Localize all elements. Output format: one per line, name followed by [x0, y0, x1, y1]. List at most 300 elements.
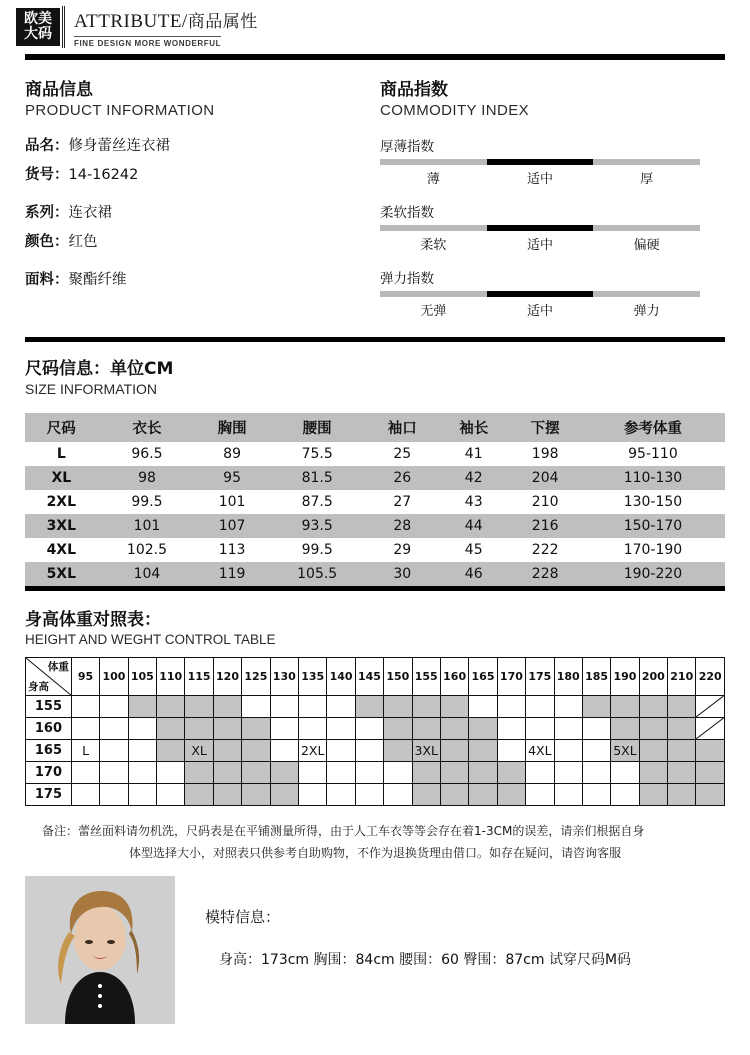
- spec-value: 聚酯纤维: [68, 272, 127, 288]
- size-col-header: 尺码: [25, 413, 98, 442]
- corner-height-label: 身高: [28, 680, 49, 693]
- hw-cell-shaded: [668, 783, 696, 805]
- spec-gap: [25, 196, 380, 204]
- index-segment: [380, 159, 487, 165]
- hw-cell-unavailable: [696, 695, 725, 717]
- index-ticks: [380, 300, 700, 319]
- product-info-title-en: PRODUCT INFORMATION: [25, 102, 215, 120]
- hw-cell-shaded: [440, 739, 468, 761]
- hw-weight-header: 105: [128, 657, 156, 695]
- hw-row: [26, 761, 725, 783]
- hw-cell: [100, 783, 128, 805]
- table-row: [25, 514, 725, 538]
- hw-cell-shaded: [213, 717, 241, 739]
- size-value-cell: 43: [438, 490, 509, 514]
- hw-cell-shaded: [157, 717, 185, 739]
- size-value-cell: 228: [509, 562, 580, 586]
- hw-cell: [157, 761, 185, 783]
- hw-cell-shaded: [157, 695, 185, 717]
- spec-row-series: [25, 204, 380, 224]
- hw-cell-shaded: [469, 761, 497, 783]
- size-value-cell: 216: [509, 514, 580, 538]
- hw-height-label: 170: [26, 761, 72, 783]
- hw-cell: [270, 695, 298, 717]
- hw-cell-unavailable: [696, 717, 725, 739]
- hw-cell: [355, 717, 383, 739]
- size-title-cn: 尺码信息：单位CM: [25, 358, 174, 379]
- size-value-cell: 42: [438, 466, 509, 490]
- model-info: [175, 876, 631, 1024]
- hw-cell-shaded: [639, 695, 667, 717]
- hw-cell-shaded: [440, 783, 468, 805]
- hw-cell-shaded: [582, 695, 610, 717]
- hw-cell: 4XL: [526, 739, 554, 761]
- hw-cell-shaded: 5XL: [611, 739, 639, 761]
- model-info-title: 模特信息：: [205, 908, 281, 927]
- hw-cell-shaded: [412, 761, 440, 783]
- size-value-cell: 222: [509, 538, 580, 562]
- size-value-cell: 113: [196, 538, 267, 562]
- size-col-header: 胸围: [196, 413, 267, 442]
- size-title-en: SIZE INFORMATION: [25, 380, 157, 397]
- hw-corner-cell: [26, 657, 72, 695]
- size-value-cell: 130-150: [581, 490, 725, 514]
- spec-row-code: [25, 166, 380, 186]
- index-segment: [593, 291, 700, 297]
- hw-cell-shaded: [469, 783, 497, 805]
- index-segment: [593, 225, 700, 231]
- hw-cell: [554, 761, 582, 783]
- model-photo: [25, 876, 175, 1024]
- spec-value: 修身蕾丝连衣裙: [68, 137, 170, 154]
- size-value-cell: 99.5: [98, 490, 197, 514]
- hw-cell: [582, 717, 610, 739]
- product-info-title-cn: 商品信息: [25, 80, 93, 100]
- size-value-cell: 25: [367, 442, 438, 466]
- commodity-index-title-cn: 商品指数: [380, 80, 448, 100]
- model-section: [0, 868, 750, 1024]
- hw-cell-shaded: [440, 695, 468, 717]
- hw-cell-shaded: [696, 739, 725, 761]
- hw-height-label: 155: [26, 695, 72, 717]
- size-value-cell: 41: [438, 442, 509, 466]
- size-value-cell: 104: [98, 562, 197, 586]
- size-value-cell: 170-190: [581, 538, 725, 562]
- hw-cell: [526, 695, 554, 717]
- hw-cell: [582, 761, 610, 783]
- size-value-cell: 45: [438, 538, 509, 562]
- size-value-cell: 29: [367, 538, 438, 562]
- hw-cell: [611, 761, 639, 783]
- spec-value: 14-16242: [68, 167, 139, 184]
- hw-cell: [384, 761, 412, 783]
- size-table: [25, 413, 725, 586]
- size-table-header-row: [25, 413, 725, 442]
- index-tick: 弹力: [633, 303, 660, 319]
- hw-cell: [298, 717, 326, 739]
- spec-key: 面料：: [25, 272, 69, 288]
- index-tick: 无弹: [420, 303, 447, 319]
- hw-weight-header: 175: [526, 657, 554, 695]
- hw-cell: [327, 783, 355, 805]
- hw-cell-shaded: [611, 717, 639, 739]
- spec-key: 颜色：: [25, 234, 69, 251]
- hw-cell-shaded: [440, 761, 468, 783]
- index-bar: [380, 225, 700, 231]
- hw-cell: L: [71, 739, 99, 761]
- table-row: [25, 562, 725, 586]
- hw-cell-shaded: [696, 761, 725, 783]
- spec-gap: [25, 263, 380, 271]
- hw-cell-shaded: [639, 739, 667, 761]
- model-measurements: 身高：173cm 胸围：84cm 腰围：60 臀围：87cm 试穿尺码M码: [219, 952, 632, 969]
- hw-cell: [298, 695, 326, 717]
- hw-cell: [100, 739, 128, 761]
- hw-weight-header: 155: [412, 657, 440, 695]
- hw-cell: [128, 761, 156, 783]
- index-thickness: [380, 135, 700, 187]
- hw-cell-shaded: [242, 761, 270, 783]
- hw-cell: [554, 783, 582, 805]
- size-label-cell: 2XL: [25, 490, 98, 514]
- hw-cell-shaded: [270, 783, 298, 805]
- note-line-2: 体型选择大小，对照表只供参考自助购物，不作为退换货理由借口。如存在疑问，请咨询客服: [128, 845, 621, 860]
- size-label-cell: 3XL: [25, 514, 98, 538]
- index-label: 厚薄指数: [380, 138, 434, 155]
- size-value-cell: 30: [367, 562, 438, 586]
- table-row: [25, 442, 725, 466]
- index-tick: 薄: [426, 171, 440, 187]
- hw-weight-header: 110: [157, 657, 185, 695]
- diagonal-strike-icon: [696, 718, 724, 739]
- hw-cell-shaded: [270, 761, 298, 783]
- index-segment-active: [487, 159, 594, 165]
- size-col-header: 袖长: [438, 413, 509, 442]
- page-title: [74, 7, 258, 33]
- hw-cell: [71, 761, 99, 783]
- hw-row: [26, 739, 725, 761]
- hw-cell-shaded: [242, 783, 270, 805]
- index-bar: [380, 159, 700, 165]
- size-value-cell: 28: [367, 514, 438, 538]
- size-label-cell: 4XL: [25, 538, 98, 562]
- hw-title-en: HEIGHT AND WEGHT CONTROL TABLE: [25, 631, 276, 647]
- size-divider-bar: [25, 337, 725, 342]
- size-value-cell: 93.5: [268, 514, 367, 538]
- hw-cell-shaded: [384, 739, 412, 761]
- hw-cell: [100, 717, 128, 739]
- hw-cell-shaded: [639, 761, 667, 783]
- hw-weight-header: 185: [582, 657, 610, 695]
- hw-weight-header: 100: [100, 657, 128, 695]
- hw-cell: [526, 761, 554, 783]
- notes-block: [0, 820, 750, 864]
- hw-cell: [582, 783, 610, 805]
- size-value-cell: 99.5: [268, 538, 367, 562]
- index-tick: 偏硬: [633, 237, 660, 253]
- size-value-cell: 107: [196, 514, 267, 538]
- hw-weight-header: 145: [355, 657, 383, 695]
- index-segment: [380, 291, 487, 297]
- hw-cell: [270, 739, 298, 761]
- hw-weight-header: 95: [71, 657, 99, 695]
- hw-weight-header: 140: [327, 657, 355, 695]
- size-label-cell: 5XL: [25, 562, 98, 586]
- index-softness: [380, 201, 700, 253]
- index-tick: 适中: [527, 171, 554, 187]
- hw-cell-shaded: [412, 717, 440, 739]
- index-ticks: [380, 168, 700, 187]
- hw-cell: [582, 739, 610, 761]
- logo-line-1: 欧美: [24, 11, 52, 28]
- spec-value: 红色: [68, 234, 98, 251]
- hw-cell: [242, 695, 270, 717]
- hw-cell-shaded: [185, 695, 213, 717]
- hw-cell: [298, 783, 326, 805]
- corner-weight-label: 体重: [47, 660, 69, 673]
- size-value-cell: 75.5: [268, 442, 367, 466]
- hw-cell: [157, 783, 185, 805]
- size-value-cell: 101: [98, 514, 197, 538]
- hw-cell-shaded: [384, 695, 412, 717]
- size-value-cell: 204: [509, 466, 580, 490]
- hw-weight-header: 190: [611, 657, 639, 695]
- hw-cell-shaded: [157, 739, 185, 761]
- hw-cell-shaded: [668, 717, 696, 739]
- index-segment-active: [487, 225, 594, 231]
- size-col-header: 参考体重: [581, 413, 725, 442]
- hw-cell: [469, 695, 497, 717]
- hw-cell-shaded: [440, 717, 468, 739]
- hw-header-row: [26, 657, 725, 695]
- hw-weight-header: 180: [554, 657, 582, 695]
- hw-cell: [554, 739, 582, 761]
- hw-row: [26, 717, 725, 739]
- hw-cell-shaded: [639, 783, 667, 805]
- hw-cell-shaded: [611, 695, 639, 717]
- header-subtitle: FINE DESIGN MORE WONDERFUL: [74, 36, 221, 48]
- size-value-cell: 198: [509, 442, 580, 466]
- hw-cell-shaded: [668, 761, 696, 783]
- hw-cell-shaded: [213, 761, 241, 783]
- hw-cell: [128, 717, 156, 739]
- commodity-index-block: [380, 80, 700, 319]
- size-value-cell: 102.5: [98, 538, 197, 562]
- hw-weight-header: 130: [270, 657, 298, 695]
- table-row: [25, 538, 725, 562]
- hw-weight-header: 125: [242, 657, 270, 695]
- model-photo-illustration: [25, 876, 175, 1024]
- spec-key: 货号：: [25, 167, 69, 184]
- index-segment: [380, 225, 487, 231]
- hw-cell: [327, 739, 355, 761]
- hw-title-cn: 身高体重对照表：: [25, 609, 161, 630]
- hw-cell-shaded: [384, 717, 412, 739]
- spec-row-fabric: [25, 271, 380, 291]
- note-line-1: 备注：蕾丝面料请勿机洗，尺码表是在平铺测量所得，由于人工车衣等等会存在着1-3CM的误差，请亲们根据自身: [42, 823, 645, 838]
- hw-height-label: 160: [26, 717, 72, 739]
- page-title-en: ATTRIBUTE/: [74, 11, 188, 32]
- size-value-cell: 95: [196, 466, 267, 490]
- index-elasticity: [380, 267, 700, 319]
- size-value-cell: 46: [438, 562, 509, 586]
- hw-cell: [327, 761, 355, 783]
- size-col-header: 袖口: [367, 413, 438, 442]
- hw-cell-shaded: [696, 783, 725, 805]
- hw-row: [26, 783, 725, 805]
- height-weight-section: [0, 605, 750, 806]
- hw-cell-shaded: [213, 783, 241, 805]
- brand-logo: [16, 8, 60, 46]
- spec-key: 品名：: [25, 137, 69, 154]
- spec-key: 系列：: [25, 204, 69, 221]
- hw-cell: [298, 761, 326, 783]
- hw-cell: [497, 695, 525, 717]
- hw-cell: [355, 761, 383, 783]
- size-value-cell: 89: [196, 442, 267, 466]
- hw-cell-shaded: [412, 783, 440, 805]
- hw-cell: [128, 739, 156, 761]
- size-table-body: [25, 442, 725, 586]
- hw-cell: [327, 695, 355, 717]
- size-value-cell: 105.5: [268, 562, 367, 586]
- index-label: 弹力指数: [380, 270, 434, 287]
- hw-cell-shaded: [497, 761, 525, 783]
- page-header: [0, 0, 750, 50]
- hw-cell: [100, 695, 128, 717]
- hw-cell-shaded: [668, 695, 696, 717]
- hw-cell-shaded: [128, 695, 156, 717]
- logo-line-2: 大码: [24, 26, 52, 42]
- hw-cell-shaded: [469, 739, 497, 761]
- index-segment: [593, 159, 700, 165]
- hw-cell-shaded: [185, 783, 213, 805]
- product-spec-list: [25, 137, 380, 291]
- logo-divider: [62, 6, 65, 48]
- hw-weight-header: 165: [469, 657, 497, 695]
- hw-cell: [327, 717, 355, 739]
- size-value-cell: 210: [509, 490, 580, 514]
- hw-cell: [384, 783, 412, 805]
- hw-cell: [71, 717, 99, 739]
- size-value-cell: 101: [196, 490, 267, 514]
- hw-cell-shaded: XL: [185, 739, 213, 761]
- size-label-cell: XL: [25, 466, 98, 490]
- hw-cell: [526, 717, 554, 739]
- hw-weight-header: 200: [639, 657, 667, 695]
- commodity-index-title-en: COMMODITY INDEX: [380, 102, 530, 120]
- hw-cell-shaded: [213, 695, 241, 717]
- hw-cell: [128, 783, 156, 805]
- hw-height-label: 165: [26, 739, 72, 761]
- hw-weight-header: 120: [213, 657, 241, 695]
- hw-cell-shaded: [355, 695, 383, 717]
- hw-cell: [497, 717, 525, 739]
- hw-weight-header: 135: [298, 657, 326, 695]
- header-text-block: [74, 7, 258, 51]
- size-col-header: 下摆: [509, 413, 580, 442]
- size-value-cell: 98: [98, 466, 197, 490]
- product-information-block: [25, 80, 380, 319]
- hw-row: [26, 695, 725, 717]
- hw-cell: [554, 695, 582, 717]
- size-value-cell: 81.5: [268, 466, 367, 490]
- index-bar: [380, 291, 700, 297]
- hw-cell: [355, 783, 383, 805]
- size-value-cell: 96.5: [98, 442, 197, 466]
- size-value-cell: 26: [367, 466, 438, 490]
- spec-value: 连衣裙: [68, 204, 112, 221]
- hw-weight-header: 220: [696, 657, 725, 695]
- spec-row-color: [25, 233, 380, 253]
- height-weight-table: [25, 657, 725, 806]
- size-value-cell: 44: [438, 514, 509, 538]
- hw-weight-header: 170: [497, 657, 525, 695]
- hw-cell: [270, 717, 298, 739]
- size-bottom-bar: [25, 586, 725, 591]
- hw-cell-shaded: [213, 739, 241, 761]
- hw-weight-header: 150: [384, 657, 412, 695]
- spec-row-name: [25, 137, 380, 157]
- hw-cell: [526, 783, 554, 805]
- index-segment-active: [487, 291, 594, 297]
- size-value-cell: 95-110: [581, 442, 725, 466]
- size-section: [0, 337, 750, 591]
- hw-cell: 2XL: [298, 739, 326, 761]
- hw-cell-shaded: [639, 717, 667, 739]
- index-tick: 适中: [527, 303, 554, 319]
- hw-cell-shaded: [469, 717, 497, 739]
- index-label: 柔软指数: [380, 204, 434, 221]
- table-row: [25, 466, 725, 490]
- hw-cell: [71, 695, 99, 717]
- hw-cell: [100, 761, 128, 783]
- hw-cell-shaded: [185, 761, 213, 783]
- info-section: [0, 60, 750, 319]
- size-value-cell: 150-170: [581, 514, 725, 538]
- hw-weight-header: 160: [440, 657, 468, 695]
- hw-cell-shaded: [497, 783, 525, 805]
- size-value-cell: 87.5: [268, 490, 367, 514]
- diagonal-strike-icon: [696, 696, 724, 717]
- hw-cell-shaded: 3XL: [412, 739, 440, 761]
- size-value-cell: 27: [367, 490, 438, 514]
- hw-cell: [497, 739, 525, 761]
- size-value-cell: 110-130: [581, 466, 725, 490]
- index-tick: 适中: [527, 237, 554, 253]
- size-value-cell: 119: [196, 562, 267, 586]
- hw-height-label: 175: [26, 783, 72, 805]
- page-title-cn: 商品属性: [187, 12, 258, 32]
- hw-cell-shaded: [242, 739, 270, 761]
- hw-cell-shaded: [668, 739, 696, 761]
- size-value-cell: 190-220: [581, 562, 725, 586]
- hw-cell: [71, 783, 99, 805]
- hw-weight-header: 115: [185, 657, 213, 695]
- hw-cell-shaded: [242, 717, 270, 739]
- hw-cell-shaded: [185, 717, 213, 739]
- size-col-header: 腰围: [268, 413, 367, 442]
- size-label-cell: L: [25, 442, 98, 466]
- hw-cell-shaded: [412, 695, 440, 717]
- hw-cell: [554, 717, 582, 739]
- hw-body: [26, 695, 725, 805]
- table-row: [25, 490, 725, 514]
- index-ticks: [380, 234, 700, 253]
- index-tick: 柔软: [420, 237, 447, 253]
- index-tick: 厚: [640, 171, 654, 187]
- hw-cell: [611, 783, 639, 805]
